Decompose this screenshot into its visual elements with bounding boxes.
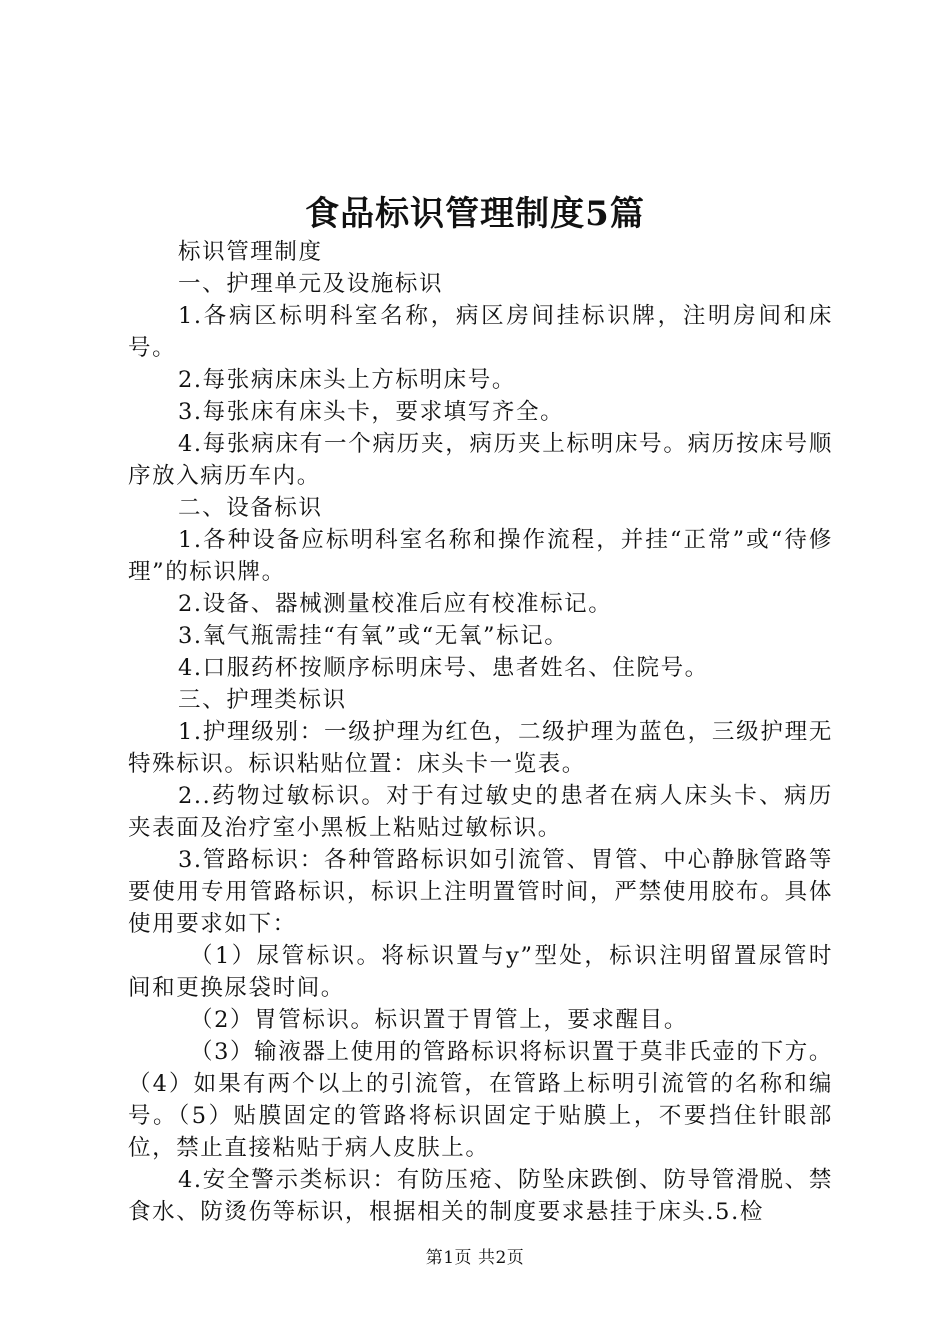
document-body [128, 236, 833, 1228]
paragraph: 1.各种设备应标明科室名称和操作流程，并挂“正常”或“待修理”的标识牌。 [128, 527, 833, 585]
paragraph: 4.每张病床有一个病历夹，病历夹上标明床号。病历按床号顺序放入病历车内。 [128, 431, 833, 489]
paragraph: 3.氧气瓶需挂“有氧”或“无氧”标记。 [178, 623, 569, 649]
page-footer: 第1页 共2页 [425, 1248, 525, 1268]
paragraph: 4.安全警示类标识：有防压疮、防坠床跌倒、防导管滑脱、禁食水、防烫伤等标识，根据相关的制度要求悬挂于床头.5.检 [128, 1167, 833, 1225]
paragraph: 2.设备、器械测量校准后应有校准标记。 [178, 591, 613, 617]
section-heading-1: 一、护理单元及设施标识 [178, 271, 444, 297]
paragraph: 2..药物过敏标识。对于有过敏史的患者在病人床头卡、病历夹表面及治疗室小黑板上粘贴过敏标识。 [128, 783, 833, 841]
paragraph: 3.每张床有床头卡，要求填写齐全。 [178, 399, 565, 425]
paragraph-heading: 标识管理制度 [178, 239, 323, 265]
paragraph: 3.管路标识：各种管路标识如引流管、胃管、中心静脉管路等要使用专用管路标识，标识上注明置管时间，严禁使用胶布。具体使用要求如下： [128, 847, 833, 937]
paragraph: 4.口服药杯按顺序标明床号、患者姓名、住院号。 [178, 655, 709, 681]
paragraph: （2）胃管标识。标识置于胃管上，要求醒目。 [190, 1007, 688, 1033]
paragraph: （3）输液器上使用的管路标识将标识置于莫非氏壶的下方。（4）如果有两个以上的引流管，在管路上标明引流管的名称和编号。（5）贴膜固定的管路将标识固定于贴膜上，不要挡住针眼部位，禁止直接粘贴于病人皮肤上。 [128, 1039, 833, 1161]
section-heading-2: 二、设备标识 [178, 495, 323, 521]
paragraph: 1.护理级别：一级护理为红色，二级护理为蓝色，三级护理无特殊标识。标识粘贴位置：床头卡一览表。 [128, 719, 833, 777]
document-title: 食品标识管理制度5篇 [305, 194, 645, 234]
paragraph: 1.各病区标明科室名称，病区房间挂标识牌，注明房间和床号。 [128, 303, 833, 361]
section-heading-3: 三、护理类标识 [178, 687, 347, 713]
paragraph: （1）尿管标识。将标识置与y”型处，标识注明留置尿管时间和更换尿袋时间。 [128, 943, 833, 1001]
paragraph: 2.每张病床床头上方标明床号。 [178, 367, 516, 393]
